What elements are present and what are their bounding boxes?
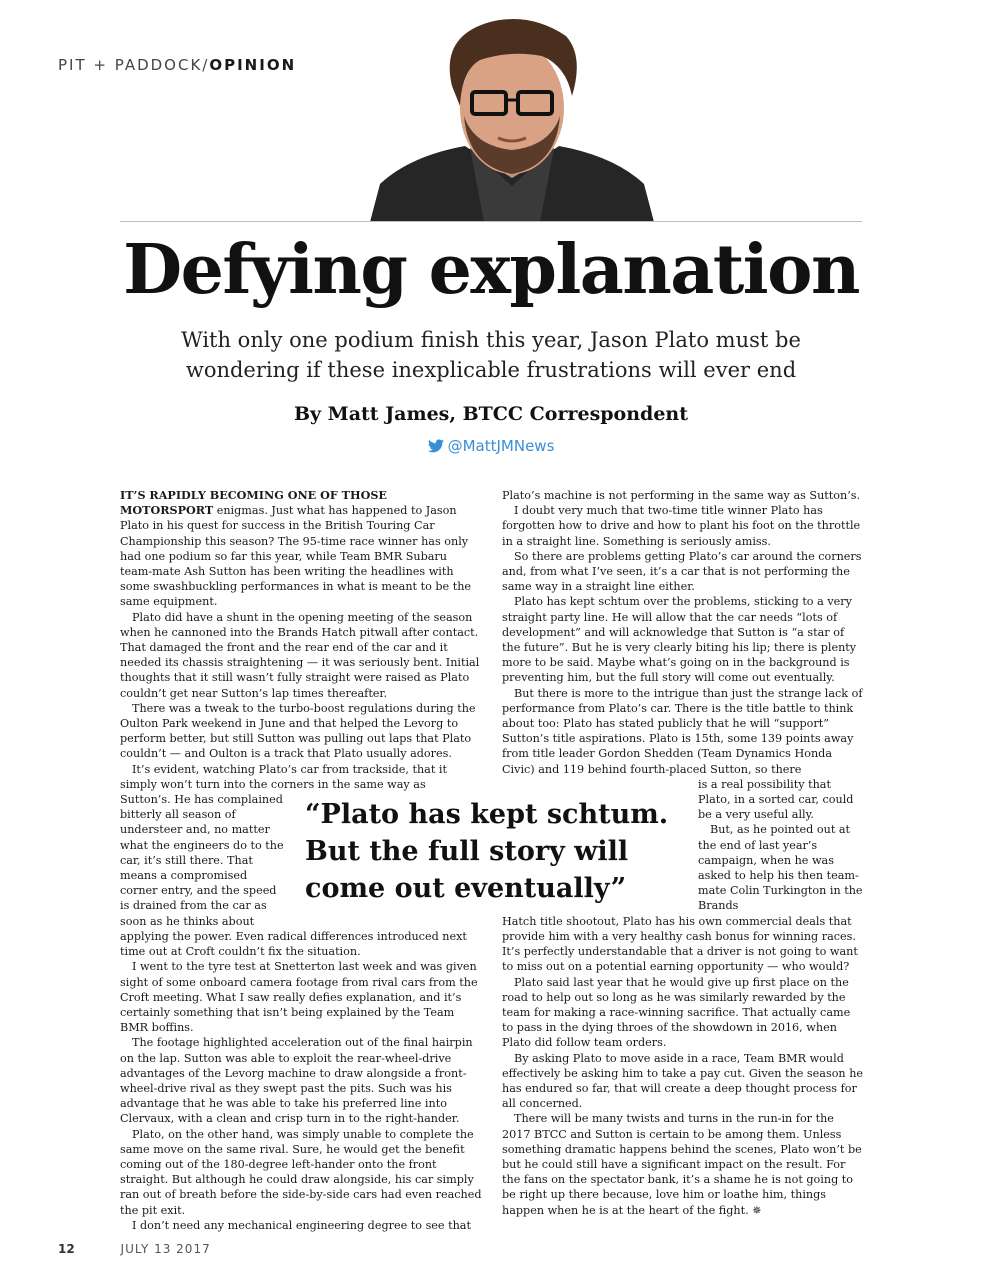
paragraph: applying the power. Even radical differences introduced next time out at Croft couldn’t fix the situation. — [120, 929, 467, 959]
lead-in: IT’S RAPIDLY BECOMING ONE OF THOSE MOTORSPORT — [120, 488, 387, 518]
paragraph: I went to the tyre test at Snetterton last week and was given sight of some onboard camera footage from rival cars from the Croft meeting. What I saw really defies explanation, and it’s certainly something that isn’t being explained by the Team BMR boffins. — [120, 960, 478, 1035]
section-label — [58, 56, 296, 74]
issue-date: JULY 13 2017 — [120, 1242, 211, 1256]
paragraph: Plato’s machine is not performing in the same way as Sutton’s. — [502, 489, 861, 502]
section-name: PIT + PADDOCK/ — [58, 56, 210, 74]
paragraph: Sutton’s. He has complained bitterly all season of understeer and, no matter what the engineers do to the car, it’s still there. That means a compromised corner entry, and the speed is drained from the car as soon as he thinks about — [120, 793, 284, 928]
twitter-handle[interactable] — [0, 437, 982, 455]
end-mark-icon: ✵ — [752, 1203, 762, 1217]
paragraph: I don’t need any mechanical engineering degree to see that — [132, 1218, 471, 1232]
paragraph: Plato has kept schtum over the problems, sticking to a very straight party line. He will allow that the car needs “lots of development” and will acknowledge that Sutton is “a star of the future”. But he is very clearly biting his lip; there is plenty more to be said. Maybe what’s going on in the background is preventing him, but the full story will come out eventually. — [502, 595, 857, 685]
twitter-handle-text: @MattJMNews — [447, 437, 555, 455]
byline: By Matt James, BTCC Correspondent — [293, 403, 689, 425]
paragraph: I doubt very much that two-time title winner Plato has forgotten how to drive and how to plant his foot on the throttle in a straight line. Something is seriously amiss. — [502, 504, 861, 548]
section-subname: OPINION — [209, 56, 297, 74]
paragraph: is a real possibility that Plato, in a sorted car, could be a very useful ally. — [698, 777, 854, 822]
paragraph: But there is more to the intrigue than just the strange lack of performance from Plato’s car. There is the title battle to think about too: Plato has stated publicly that he will “support” Sutton’s title aspirations. Plato is 15th, some 139 points away from title leader Gordon Shedden (Team Dynamics Honda Civic) and 119 behind fourth-placed Sutton, so there — [502, 686, 863, 776]
paragraph: There was a tweak to the turbo-boost regulations during the Oulton Park weekend in June and that helped the Levorg to perform better, but still Sutton was pulling out laps that Plato couldn’t — and Oulton is a track that Plato usually adores. — [120, 701, 476, 761]
paragraph: The footage highlighted acceleration out of the final hairpin on the lap. Sutton was able to exploit the rear-wheel-drive advantages of the Levorg machine to draw alongside a front-wheel-drive rival as they swept past the pits. Such was his advantage that he was able to take his preferred line into Clervaux, with a clean and crisp turn in to the right-hander. — [120, 1036, 473, 1126]
pull-quote: “Plato has kept schtum. But the full story will come out eventually” — [305, 799, 669, 904]
paragraph: Hatch title shootout, Plato has his own commercial deals that provide him with a very healthy cash bonus for winning races. It’s perfectly understandable that a driver is not going to want to miss out on a potential earning opportunity — who would? — [502, 914, 858, 974]
paragraph: But, as he pointed out at the end of last year’s campaign, when he was asked to help his then team-mate Colin Turkington in the Brands — [698, 823, 863, 913]
paragraph: It’s evident, watching Plato’s car from trackside, that it simply won’t turn into the corners in the same way as — [120, 762, 447, 791]
paragraph: By asking Plato to move aside in a race, Team BMR would effectively be asking him to take a pay cut. Given the season he has endured so far, that will create a deep thought process for all concerned. — [502, 1051, 864, 1111]
paragraph: So there are problems getting Plato’s car around the corners and, from what I’ve seen, it’s a car that is not performing the same way in a straight line either. — [502, 549, 862, 594]
header-rule — [120, 221, 862, 222]
author-portrait — [370, 16, 654, 222]
paragraph: Plato did have a shunt in the opening meeting of the season when he cannoned into the Brands Hatch pitwall after contact. That damaged the front and the rear end of the car and it needed its chassis straightening — it was seriously bent. Initial thoughts that it still wasn’t fully straight were raised as Plato couldn’t get near Sutton’s lap times thereafter. — [120, 610, 480, 700]
page-footer — [58, 1242, 211, 1256]
page-number: 12 — [58, 1242, 75, 1256]
headline: Defying explanation — [123, 230, 859, 310]
paragraph: Plato, on the other hand, was simply unable to complete the same move on the same rival. Sure, he would get the benefit coming out of the 180-degree left-hander onto the front straight. But although he could draw alongside, his car simply ran out of breath before the side-by-side cars had even reached the pit exit. — [120, 1127, 482, 1217]
paragraph: IT’S RAPIDLY BECOMING ONE OF THOSE MOTORSPORT enigmas. Just what has happened to Jason Plato in his quest for success in the British Touring Car Championship this season? The 95-time race winner has only had one podium so far this year, while Team BMR Subaru team-mate Ash Sutton has been writing the headlines with some swashbuckling performances in what is meant to be the same equipment. — [120, 488, 472, 609]
standfirst: With only one podium finish this year, Jason Plato must be wondering if these inexplicable frustrations will ever end — [181, 328, 801, 382]
paragraph: There will be many twists and turns in the run-in for the 2017 BTCC and Sutton is certain to be among them. Unless something dramatic happens behind the scenes, Plato won’t be but he could still have a significant impact on the result. For the fans on the spectator bank, it’s a shame he is not going to be right up there because, love him or loathe him, things happen when he is at the heart of the fight. ✵ — [502, 1112, 862, 1217]
paragraph: Plato said last year that he would give up first place on the road to help out so long as he was similarly rewarded by the team for making a race-winning sacrifice. That actually came to pass in the dying throes of the showdown in 2016, when Plato did follow team orders. — [502, 975, 851, 1050]
twitter-bird-icon — [428, 439, 444, 453]
